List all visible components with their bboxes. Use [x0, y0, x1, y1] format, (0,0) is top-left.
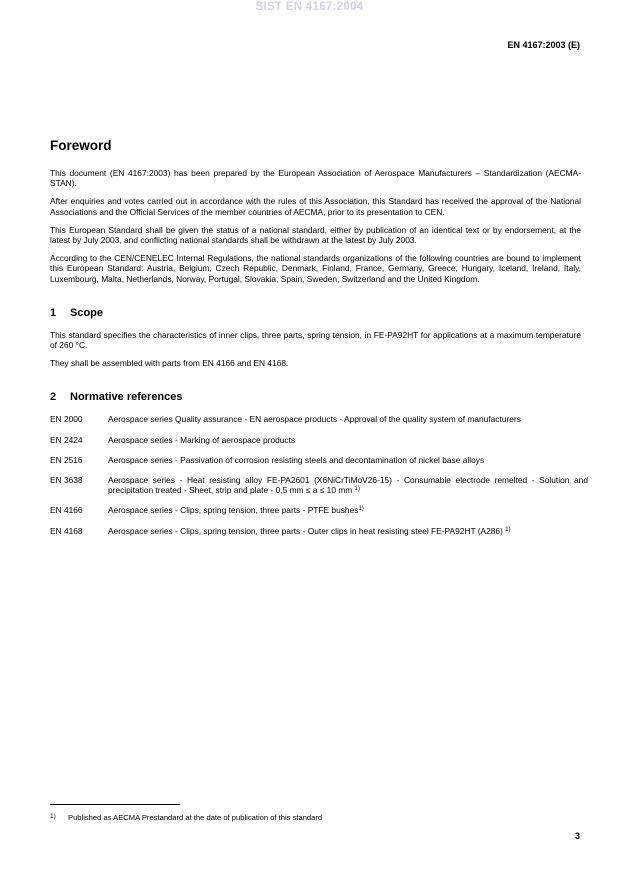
reference-title: Aerospace series - Clips, spring tension, three parts - Outer clips in heat resisting steel FE-PA92HT (A286) $^{1)}$ — [108, 525, 511, 536]
scope-heading — [50, 307, 581, 319]
footnote-ref: 1) — [354, 486, 360, 493]
section-title: Normative references — [70, 391, 183, 404]
footnote-ref: 1) — [358, 506, 364, 513]
section-number: 1 — [50, 306, 57, 319]
reference-code: EN 4166 — [50, 505, 83, 516]
watermark: SIST EN 4167:2004 — [255, 1, 364, 13]
foreword-paragraph: According to the CEN/CENELEC Internal Regulations, the national standards organizations of the following countries are bound to implement this European Standard: Austria, Belgium, Czech Republic, Denmark, Finland, France, Germany, Greece, Hungary, Iceland, Ireland, Italy, Luxembourg, Malta, Netherlands, Norway, Portugal, Slovakia, Spain, Sweden, Switzerland and the United Kingdom. — [50, 253, 581, 284]
reference-title: Aerospace series - Clips, spring tension, three parts - PTFE bushes$^{1)}$ — [108, 505, 364, 516]
normative-references-heading — [50, 391, 581, 403]
scope-paragraph: This standard specifies the characteristics of inner clips, three parts, spring tension, in FE-PA92HT for applications at a maximum temperature of 260 °C. — [50, 329, 581, 351]
reference-item — [50, 505, 588, 515]
reference-title: Aerospace series - Marking of aerospace products — [108, 434, 296, 445]
section-number: 2 — [50, 391, 57, 404]
page-number: 3 — [574, 831, 580, 841]
foreword-paragraph: After enquiries and votes carried out in accordance with the rules of this Association, this Standard has received the approval of the National Associations and the Official Services of the member countries of AECMA, prior to its presentation to CEN. — [50, 196, 581, 217]
scope-paragraph: They shall be assembled with parts from EN 4166 and EN 4168. — [50, 358, 289, 369]
foreword-paragraph: This European Standard shall be given the status of a national standard, either by publication of an identical text or by endorsement, at the latest by July 2003, and conflicting national standards shall be withdrawn at the latest by July 2003. — [50, 224, 581, 246]
reference-item — [50, 526, 588, 536]
reference-code: EN 2516 — [50, 454, 83, 465]
reference-item — [50, 475, 588, 495]
reference-code: EN 2000 — [50, 414, 83, 425]
reference-title: Aerospace series - Passivation of corrosion resisting steels and decontamination of nickel base alloys — [108, 454, 485, 465]
section-title: Scope — [70, 306, 104, 319]
reference-code: EN 3638 — [50, 475, 83, 486]
page-content — [50, 138, 588, 546]
footnote-mark: 1) — [50, 813, 56, 820]
foreword-paragraph: This document (EN 4167:2003) has been prepared by the European Association of Aerospace Manufacturers – Standardization (AECMA-STAN). — [50, 168, 581, 189]
footnote-ref: 1) — [505, 526, 511, 533]
reference-code: EN 4168 — [50, 525, 83, 536]
footnote-text: Published as AECMA Prestandard at the date of publication of this standard — [68, 813, 323, 822]
reference-item — [50, 414, 588, 424]
reference-list — [50, 414, 588, 535]
reference-code: EN 2424 — [50, 434, 83, 445]
footnote-divider — [50, 804, 180, 805]
document-code: EN 4167:2003 (E) — [507, 40, 580, 50]
footnote — [50, 813, 322, 822]
reference-title: Aerospace series Quality assurance - EN aerospace products - Approval of the quality system of manufacturers — [108, 414, 521, 425]
reference-title: Aerospace series - Heat resisting alloy FE-PA2601 (X6NiCrTiMoV26-15) - Consumable electrode remelted - Solution and precipitation treated - Sheet, strip and plate - 0,5 mm ≤ a ≤ 10 mm $^{1)}$ — [108, 475, 588, 496]
reference-item — [50, 455, 588, 465]
foreword-heading: Foreword — [50, 138, 112, 153]
reference-item — [50, 435, 588, 445]
